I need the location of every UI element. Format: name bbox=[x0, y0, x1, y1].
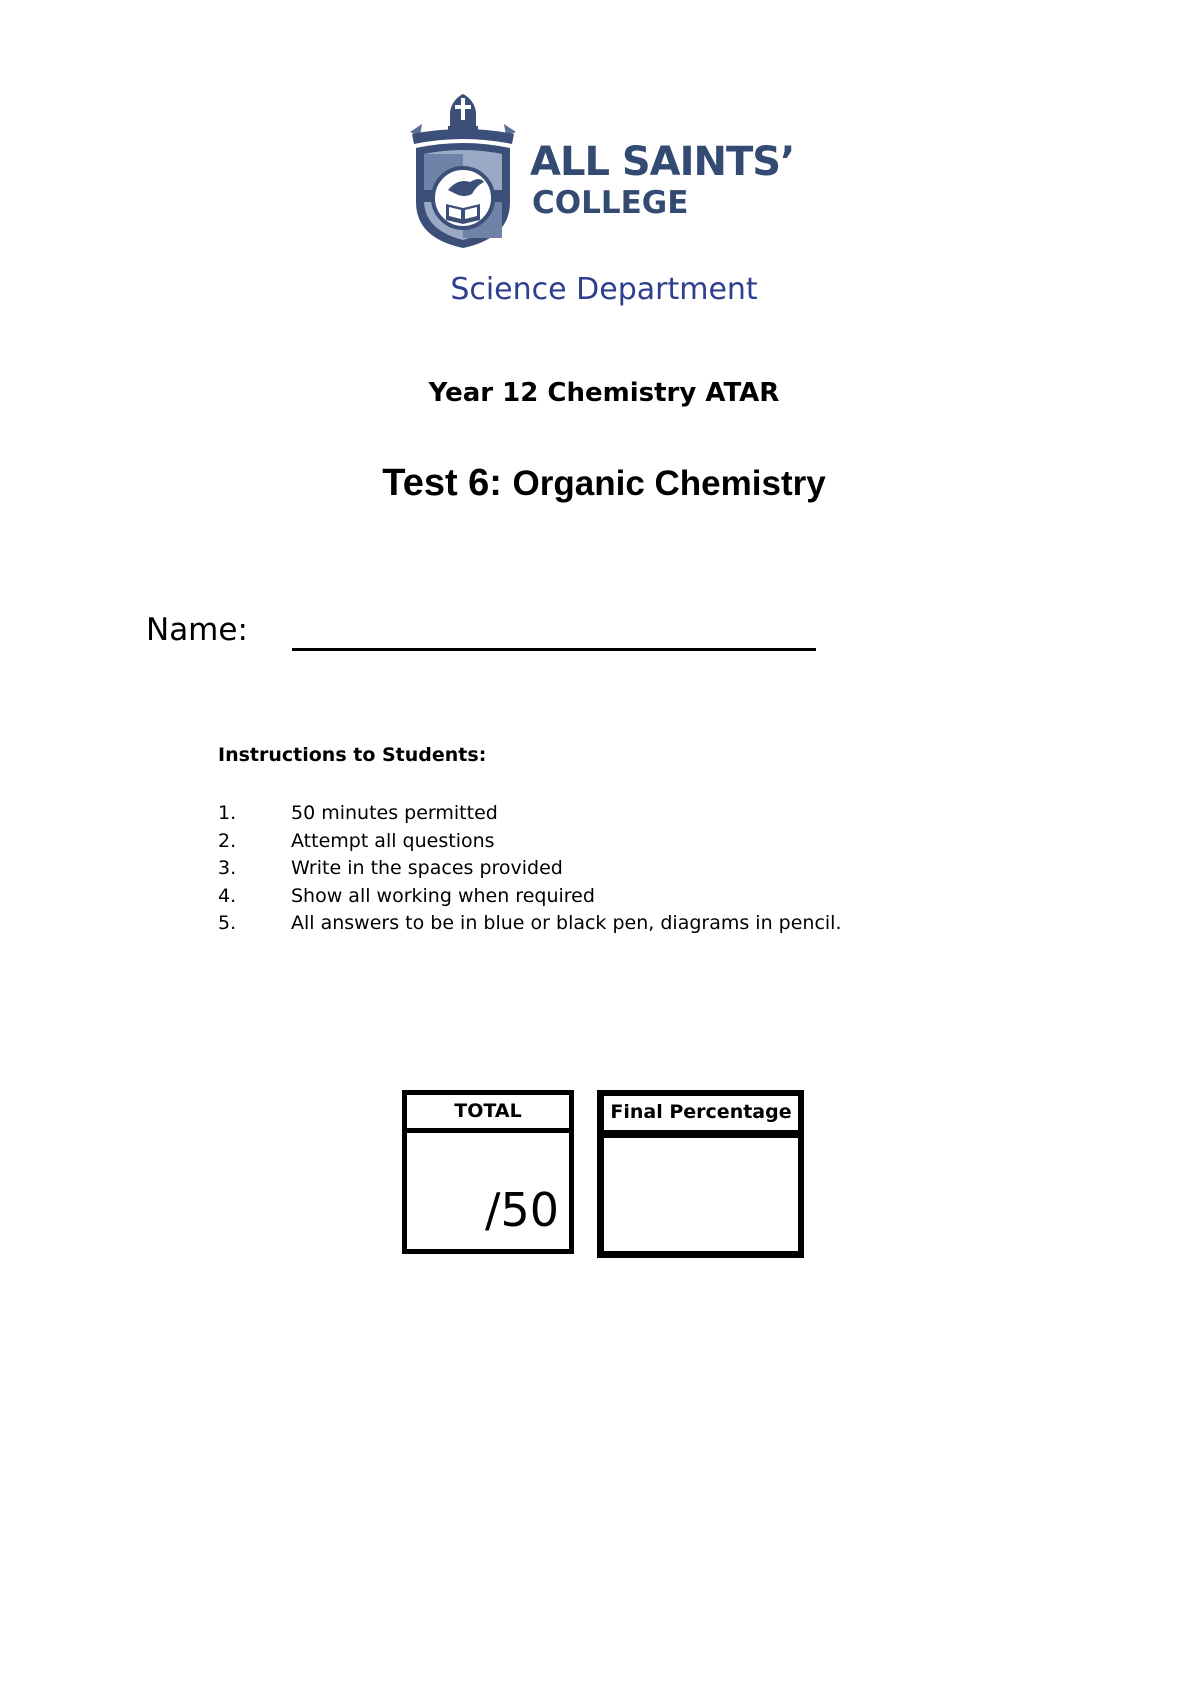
instruction-number: 2. bbox=[218, 829, 237, 852]
final-percentage-box bbox=[597, 1090, 804, 1258]
instruction-number: 5. bbox=[218, 912, 237, 934]
instruction-number: 1. bbox=[218, 802, 237, 824]
instruction-item bbox=[218, 883, 842, 911]
instruction-number: 3. bbox=[218, 857, 237, 879]
test-subject: Organic Chemistry bbox=[512, 464, 826, 503]
department-title: Science Department bbox=[450, 272, 758, 307]
instruction-text: Write in the spaces provided bbox=[291, 857, 563, 879]
instruction-text: Show all working when required bbox=[291, 884, 595, 907]
logo-text-college: COLLEGE bbox=[532, 185, 689, 221]
instruction-item bbox=[218, 800, 842, 828]
college-logo bbox=[408, 90, 808, 250]
instruction-item bbox=[218, 855, 842, 883]
instruction-number: 4. bbox=[218, 884, 237, 907]
total-score-box bbox=[402, 1090, 574, 1254]
instruction-text: 50 minutes permitted bbox=[291, 802, 498, 824]
instruction-text: All answers to be in blue or black pen, diagrams in pencil. bbox=[291, 912, 842, 934]
test-number: Test 6: bbox=[382, 462, 502, 504]
instructions-list bbox=[218, 800, 842, 938]
name-answer-line[interactable] bbox=[292, 648, 816, 651]
college-crest-icon bbox=[408, 90, 518, 250]
instruction-item bbox=[218, 910, 842, 938]
test-title bbox=[0, 462, 1200, 505]
total-score-value: /50 bbox=[484, 1183, 559, 1237]
name-label: Name: bbox=[146, 612, 248, 648]
instructions-heading: Instructions to Students: bbox=[218, 744, 487, 766]
course-title: Year 12 Chemistry ATAR bbox=[428, 378, 780, 408]
final-percentage-label: Final Percentage bbox=[604, 1096, 798, 1138]
instruction-text: Attempt all questions bbox=[291, 829, 495, 852]
instruction-item bbox=[218, 828, 842, 856]
total-score-label: TOTAL bbox=[407, 1095, 569, 1133]
logo-text-all-saints: ALL SAINTS’ bbox=[530, 139, 795, 185]
